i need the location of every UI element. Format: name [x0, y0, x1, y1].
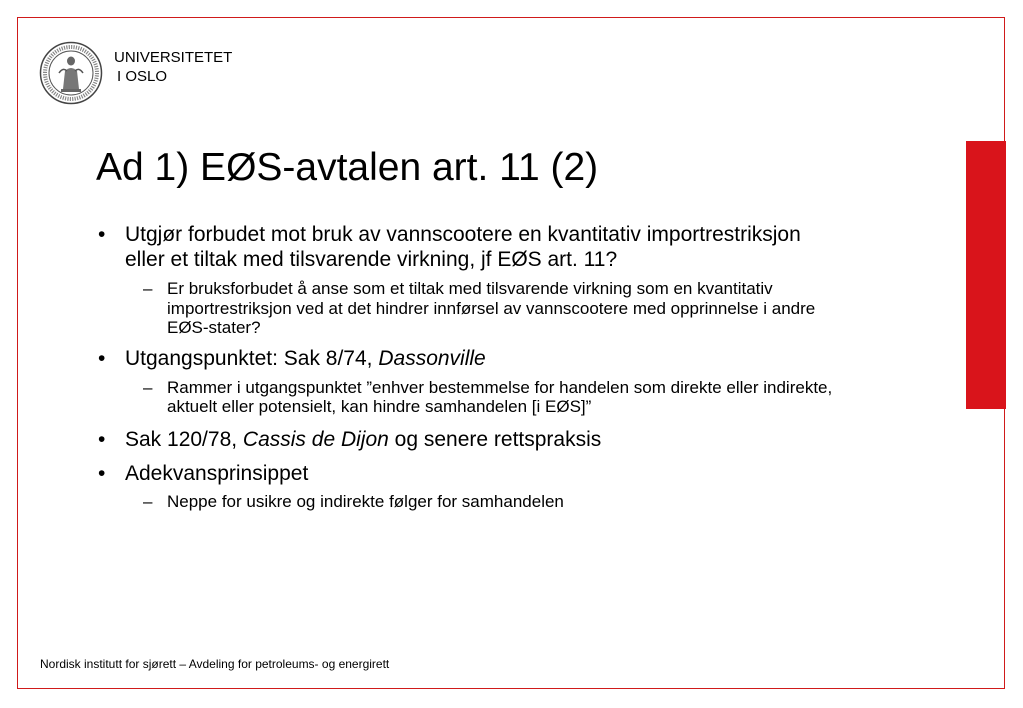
bullet-icon: • — [98, 427, 106, 451]
sub-bullet-1-text: Er bruksforbudet å anse som et tiltak med tilsvarende virkning som en kvantitativ importrestriksjon ved at det hindrer innførsel av vannscootere med opprinnelse i andre EØS-stater? — [167, 279, 816, 337]
bullet-3-suffix: og senere rettspraksis — [388, 427, 602, 451]
bullet-3 — [96, 427, 836, 452]
bullet-1-text: Utgjør forbudet mot bruk av vannscootere en kvantitativ importrestriksjon eller et tiltak med tilsvarende virkning, jf EØS art. 11? — [125, 223, 801, 271]
bullet-icon: • — [98, 461, 106, 485]
university-name-line1: UNIVERSITETET — [114, 49, 233, 66]
university-name — [114, 48, 232, 86]
sub-bullet-4 — [96, 492, 836, 512]
bullet-3-prefix: Sak 120/78, — [125, 427, 243, 451]
dash-icon: – — [143, 377, 153, 397]
bullet-icon: • — [98, 346, 106, 370]
bullet-4 — [96, 461, 836, 486]
footer-text: Nordisk institutt for sjørett – Avdeling for petroleums- og energirett — [40, 657, 390, 671]
case-name-cassis: Cassis de Dijon — [242, 427, 389, 451]
bullet-2-text: Utgangspunktet: Sak 8/74, — [125, 346, 379, 370]
university-seal-icon — [39, 41, 103, 105]
bullet-1 — [96, 222, 836, 272]
accent-bar — [966, 141, 1006, 409]
dash-icon: – — [143, 491, 153, 511]
sub-bullet-1 — [96, 279, 836, 338]
university-name-line2: I OSLO — [117, 68, 168, 85]
bullet-icon: • — [98, 223, 106, 246]
sub-bullet-2 — [96, 378, 836, 417]
bullet-2 — [96, 346, 836, 371]
case-name-dassonville: Dassonville — [378, 346, 486, 370]
sub-bullet-2-text: Rammer i utgangspunktet ”enhver bestemmelse for handelen som direkte eller indirekte, aktuelt eller potensielt, kan hindre samhandelen [i EØS]” — [167, 377, 833, 416]
slide-title: Ad 1) EØS-avtalen art. 11 (2) — [96, 146, 599, 189]
sub-bullet-4-text: Neppe for usikre og indirekte følger for samhandelen — [167, 491, 564, 511]
bullet-4-text: Adekvansprinsippet — [125, 461, 309, 485]
slide-content — [96, 222, 836, 511]
dash-icon: – — [143, 279, 153, 298]
